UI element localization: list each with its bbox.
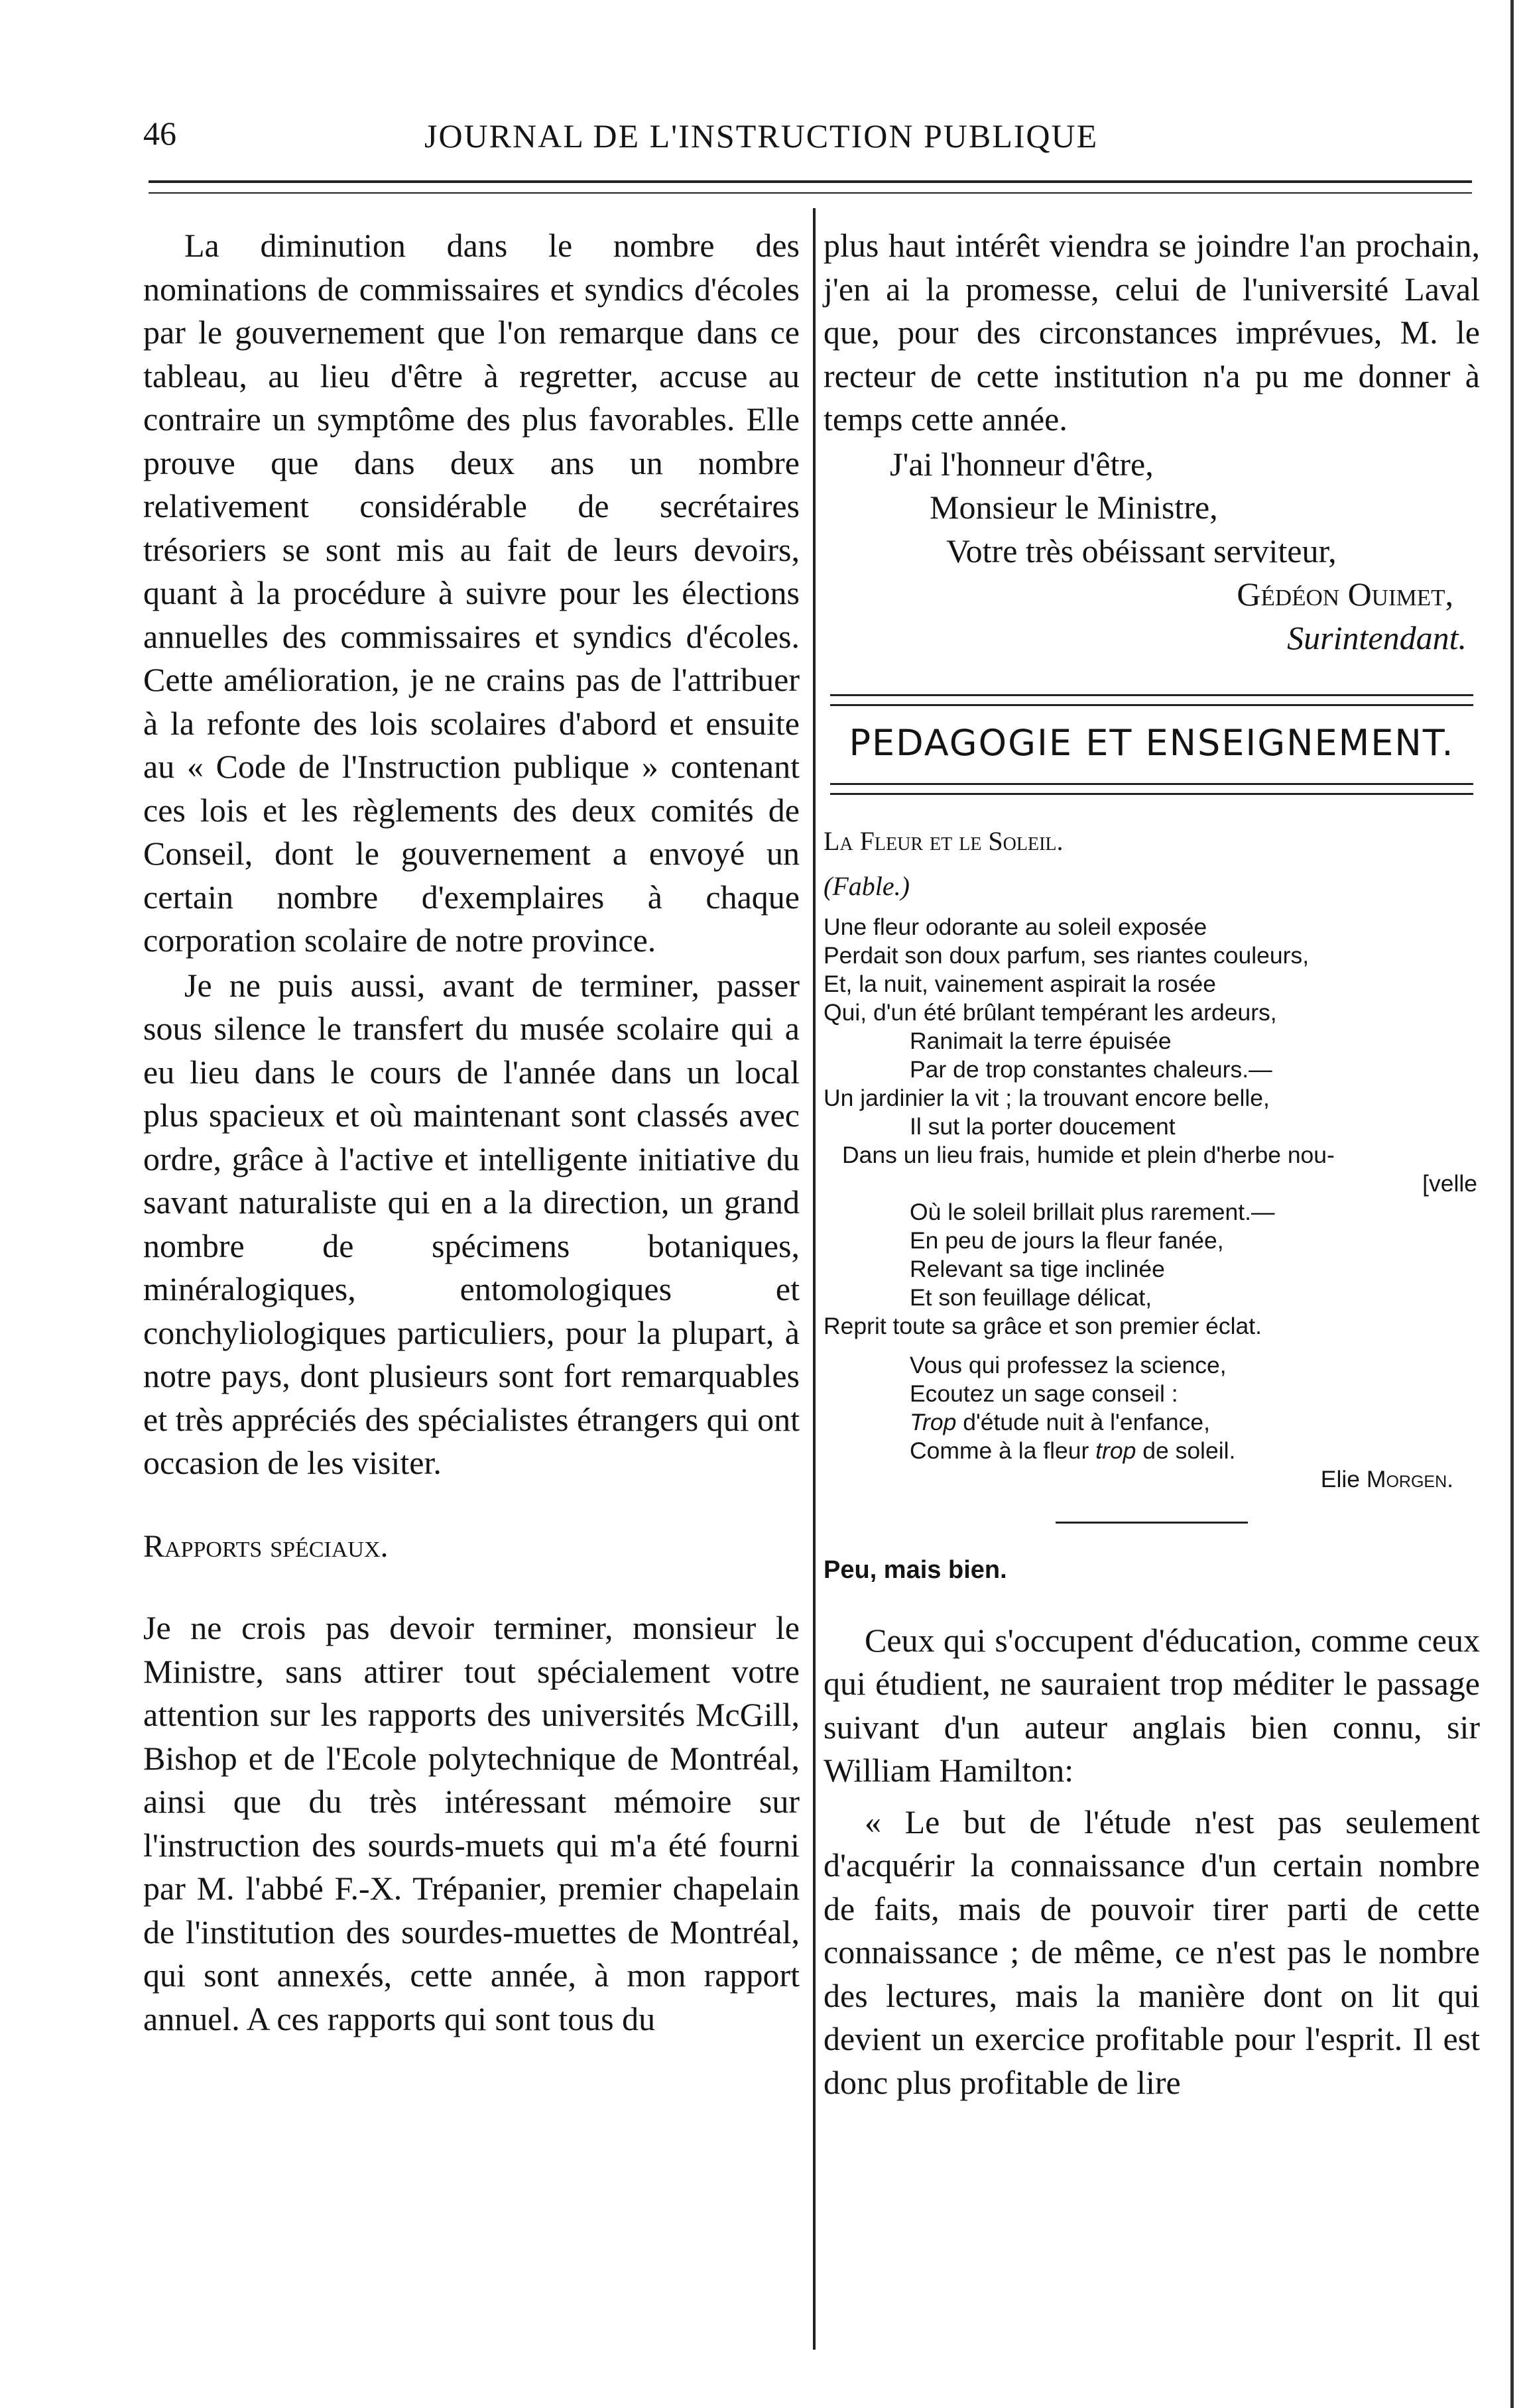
moral-text: d'étude nuit à l'enfance,: [963, 1409, 1211, 1435]
signature-name: Gédéon Ouimet,: [1237, 575, 1453, 613]
fable-poem: [824, 913, 1480, 1494]
poem-line: Une fleur odorante au soleil exposée: [824, 914, 1207, 940]
moral-line: [910, 1408, 1480, 1437]
left-column: [143, 224, 800, 2041]
poem-moral: [824, 1351, 1480, 1465]
article-separator: [1056, 1522, 1248, 1524]
header-rule: [149, 180, 1472, 194]
article-paragraph-intro: Ceux qui s'occupent d'éducation, comme ceux qui étudient, ne sauraient trop méditer le passage suivant d'un auteur anglais bien connu, sir William Hamilton:: [824, 1621, 1480, 1789]
page-number: 46: [143, 115, 176, 152]
author-first-name: Elie: [1320, 1466, 1360, 1492]
fable-title: La Fleur et le Soleil.: [824, 826, 1064, 856]
signature-title: Surintendant.: [1287, 619, 1467, 656]
paragraph-laval: plus haut intérêt viendra se joindre l'an prochain, j'en ai la promesse, celui de l'université Laval que, pour des circonstances imprévues, M. le recteur de cette institution n'a pu me donner à temps cette année.: [824, 227, 1480, 438]
page-edge-line: [1510, 0, 1514, 2408]
paragraph-rapports: Je ne crois pas devoir terminer, monsieur le Ministre, sans attirer tout spécialement votre attention sur les rapports des universités McGill, Bishop et de l'Ecole polytechnique de Montréal, ainsi que du très intéressant mémoire sur l'instruction des sourds-muets qui m'a été fourni par M. l'abbé F.-X. Trépanier, premier chapelain de l'institution des sourdes-muettes de Montréal, qui sont annexés, cette année, à mon rapport annuel. A ces rapports qui sont tous du: [143, 1609, 800, 2037]
poem-line: Et son feuillage délicat,: [910, 1284, 1152, 1311]
moral-italic-word: Trop: [910, 1409, 957, 1435]
poem-line: Où le soleil brillait plus rarement.—: [910, 1199, 1275, 1225]
moral-italic-word: trop: [1095, 1437, 1136, 1464]
article-paragraph-quote: « Le but de l'étude n'est pas seulement d'acquérir la connaissance d'un certain nombre de faits, mais de pouvoir tirer parti de cette connaissance ; de même, ce n'est pas le nombre des lectures, mais la manière dont on lit qui devient un exercice profitable pour l'esprit. Il est donc plus profitable de lire: [824, 1803, 1480, 2101]
section-rule-top: [830, 694, 1473, 706]
closing-line-2: Monsieur le Ministre,: [930, 489, 1218, 526]
closing-line-1: J'ai l'honneur d'être,: [890, 445, 1154, 483]
section-heading-rapports: Rapports spéciaux.: [143, 1528, 389, 1564]
article-title: Peu, mais bien.: [824, 1556, 1007, 1584]
poem-line: En peu de jours la fleur fanée,: [910, 1227, 1224, 1254]
poem-line: Par de trop constantes chaleurs.—: [910, 1056, 1272, 1083]
author-last-name: Morgen.: [1366, 1466, 1453, 1492]
poem-line: Relevant sa tige inclinée: [910, 1256, 1165, 1282]
poem-line: Et, la nuit, vainement aspirait la rosée: [824, 971, 1216, 997]
paragraph-commissaires: La diminution dans le nombre des nominations de commissaires et syndics d'écoles par le gouvernement que l'on remarque dans ce tableau, au lieu d'être à regretter, accuse au contraire un symptôme des plus favorables. Elle prouve que dans deux ans un nombre relativement considérable de secrétaires trésoriers se sont mis au fait de leurs devoirs, quant à la procédure à suivre pour les élections annuelles des commissaires et syndics d'écoles. Cette amélioration, je ne crains pas de l'attribuer à la refonte des lois scolaires d'abord et ensuite au « Code de l'Instruction publique » contenant ces lois et les règlements des deux comités de Conseil, dont le gouvernement a envoyé un certain nombre d'exemplaires à chaque corporation scolaire de notre province.: [143, 227, 800, 959]
fable-subtitle: (Fable.): [824, 871, 910, 901]
paragraph-musee: Je ne puis aussi, avant de terminer, passer sous silence le transfert du musée scolaire qui a eu lieu dans le cours de l'année dans un local plus spacieux et où maintenant sont classés avec ordre, grâce à l'active et intelligente initiative du savant naturaliste qui en a la direction, un grand nombre de spécimens botaniques, minéralogiques, entomologiques et conchyliologiques particuliers, pour la plupart, à notre pays, dont plusieurs sont fort remarquables et très appréciés des spécialistes étrangers qui ont occasion de les visiter.: [143, 966, 800, 1481]
poem-line: Perdait son doux parfum, ses riantes couleurs,: [824, 942, 1310, 969]
fable-author: [824, 1465, 1480, 1494]
poem-line: Un jardinier la vit ; la trouvant encore belle,: [824, 1085, 1270, 1111]
poem-line: Qui, d'un été brûlant tempérant les ardeurs,: [824, 999, 1277, 1026]
section-rule-bottom: [830, 783, 1473, 795]
moral-line: [910, 1437, 1480, 1465]
right-column: [824, 224, 1480, 2104]
poem-line: Dans un lieu frais, humide et plein d'herbe nou-: [842, 1142, 1335, 1168]
poem-line: Reprit toute sa grâce et son premier éclat.: [824, 1313, 1262, 1339]
poem-line: Ranimait la terre épuisée: [910, 1028, 1172, 1054]
section-title: PEDAGOGIE ET ENSEIGNEMENT.: [849, 722, 1455, 764]
running-head: JOURNAL DE L'INSTRUCTION PUBLIQUE: [424, 117, 1099, 154]
poem-line: Il sut la porter doucement: [910, 1113, 1176, 1140]
closing-block: [824, 443, 1480, 660]
moral-line: Ecoutez un sage conseil :: [910, 1380, 1178, 1407]
moral-text: Comme à la fleur: [910, 1437, 1089, 1464]
moral-text: de soleil.: [1142, 1437, 1236, 1464]
poem-line-turnover: [velle: [1422, 1170, 1477, 1197]
column-divider: [813, 208, 816, 2350]
closing-line-3: Votre très obéissant serviteur,: [946, 532, 1337, 570]
moral-line: Vous qui professez la science,: [910, 1352, 1227, 1378]
